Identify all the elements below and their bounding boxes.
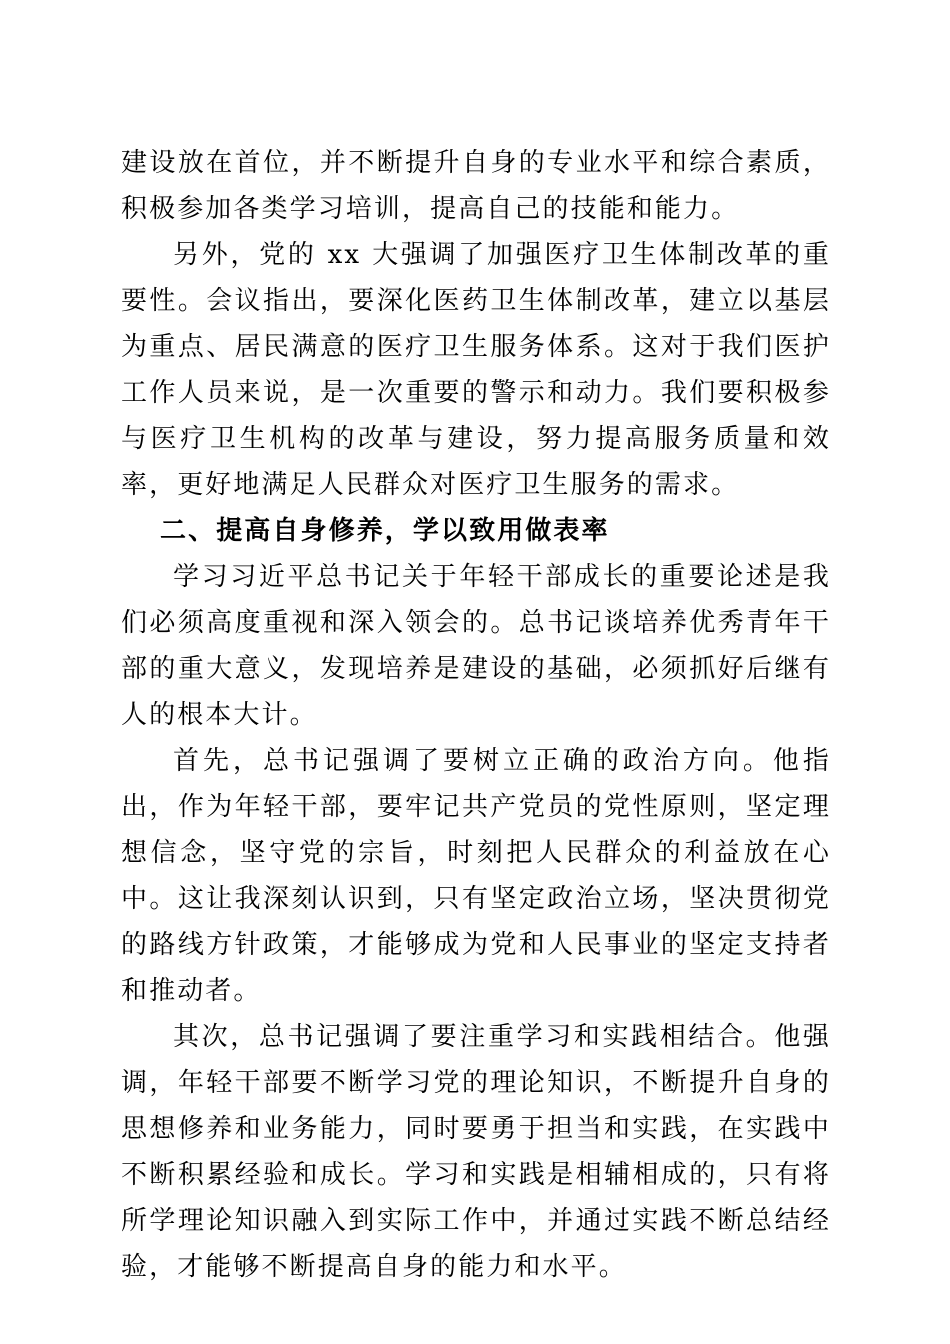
- paragraph-study-and-practice: 其次，总书记强调了要注重学习和实践相结合。他强调，年轻干部要不断学习党的理论知识，不断提升自身的思想修养和业务能力，同时要勇于担当和实践，在实践中不断积累经验和成长。学习和实践是相辅相成的，只有将所学理论知识融入到实际工作中，并通过实践不断总结经验，才能够不断提高自身的能力和水平。: [121, 1022, 831, 1282]
- document-body: [121, 140, 831, 1290]
- paragraph-young-cadres: 学习习近平总书记关于年轻干部成长的重要论述是我们必须高度重视和深入领会的。总书记谈培养优秀青年干部的重大意义，发现培养是建设的基础，必须抓好后继有人的根本大计。: [121, 562, 831, 730]
- paragraph-continuation: 建设放在首位，并不断提升自身的专业水平和综合素质，积极参加各类学习培训，提高自己的技能和能力。: [121, 148, 831, 224]
- paragraph-healthcare-reform: 另外，党的 xx 大强调了加强医疗卫生体制改革的重要性。会议指出，要深化医药卫生体制改革，建立以基层为重点、居民满意的医疗卫生服务体系。这对于我们医护工作人员来说，是一次重要的警示和动力。我们要积极参与医疗卫生机构的改革与建设，努力提高服务质量和效率，更好地满足人民群众对医疗卫生服务的需求。: [121, 240, 831, 500]
- section-heading: 二、提高自身修养，学以致用做表率: [160, 516, 610, 546]
- paragraph-political-direction: 首先，总书记强调了要树立正确的政治方向。他指出，作为年轻干部，要牢记共产党员的党性原则，坚定理想信念，坚守党的宗旨，时刻把人民群众的利益放在心中。这让我深刻认识到，只有坚定政治立场，坚决贯彻党的路线方针政策，才能够成为党和人民事业的坚定支持者和推动者。: [121, 746, 831, 1006]
